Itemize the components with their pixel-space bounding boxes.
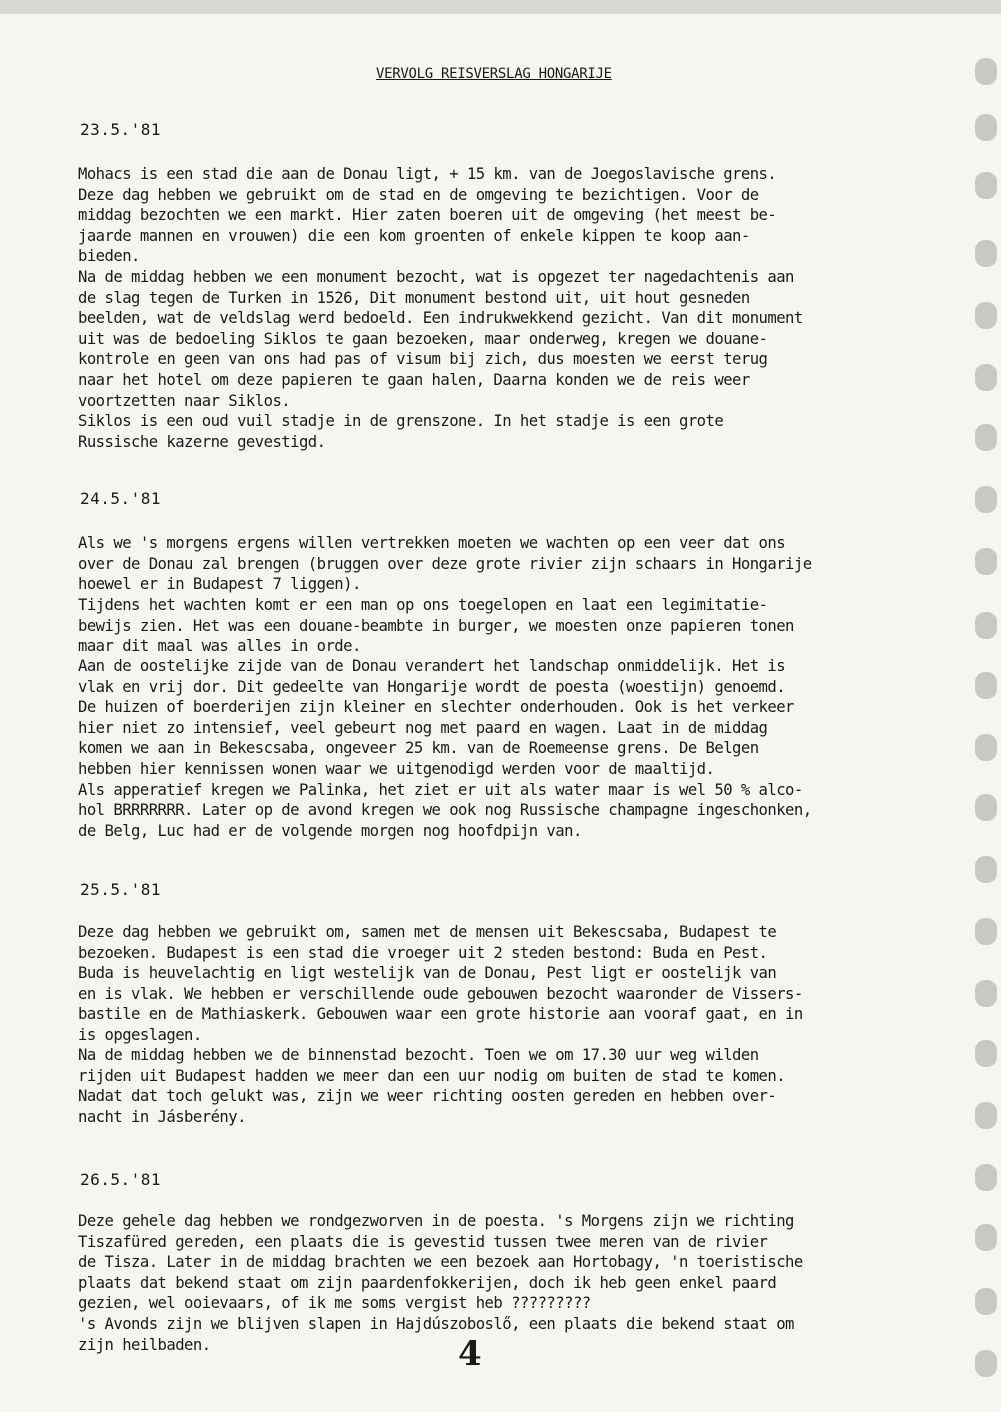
binder-hole [975,1350,997,1377]
binder-hole [975,856,997,883]
binder-hole [975,172,997,199]
text-line: maar dit maal was alles in orde. [78,637,361,656]
text-line: 's Avonds zijn we blijven slapen in Hajdúszoboslő, een plaats die bekend staat om [78,1315,794,1333]
text-line: middag bezochten we een markt. Hier zaten boeren uit de omgeving (het meest be- [78,206,777,225]
paragraph [78,533,918,595]
text-line: en is vlak. We hebben er verschillende oude gebouwen bezocht waaronder de Vissers- [78,984,803,1003]
text-line: hol BRRRRRRR. Later op de avond kregen we ook nog Russische champagne ingeschonken, [78,801,812,820]
text-line: de Tisza. Later in de middag brachten we een bezoek aan Hortobagy, 'n toeristische [78,1253,803,1272]
text-line: de slag tegen de Turken in 1526, Dit monument bestond uit, uit hout gesneden [78,288,750,307]
text-line: is opgeslagen. [78,1025,202,1044]
paragraph [78,1211,918,1314]
binder-hole [975,58,997,85]
text-line: beelden, wat de veldslag werd bedoeld. Een indrukwekkend gezicht. Van dit monument [78,309,803,328]
binder-hole [975,302,997,329]
binder-hole [975,364,997,391]
text-line: Tijdens het wachten komt er een man op ons toegelopen en laat een legimitatie- [78,596,768,614]
document-heading: VERVOLG REISVERSLAG HONGARIJE [376,66,612,82]
text-line: Mohacs is een stad die aan de Donau ligt, + 15 km. van de Joegoslavische grens. [78,165,777,183]
text-line: bieden. [78,247,140,266]
paragraph [78,1314,918,1355]
binder-hole [975,486,997,513]
text-line: vlak en vrij dor. Dit gedeelte van Hongarije wordt de poesta (woestijn) genoemd. [78,677,786,696]
text-line: Nadat dat toch gelukt was, zijn we weer richting oosten gereden en hebben over- [78,1087,777,1106]
text-line: over de Donau zal brengen (bruggen over deze grote rivier zijn schaars in Hongarije [78,554,812,573]
text-line: de Belg, Luc had er de volgende morgen nog hoofdpijn van. [78,821,582,840]
paragraph [78,267,918,411]
binder-hole [975,612,997,639]
paragraph [78,1045,918,1127]
text-line: Deze dag hebben we gebruikt om de stad en de omgeving te bezichtigen. Voor de [78,185,759,204]
text-line: bezoeken. Budapest is een stad die vroeger uit 2 steden bestond: Buda en Pest. [78,943,768,962]
binder-hole [975,240,997,267]
text-line: Als apperatief kregen we Palinka, het ziet er uit als water maar is wel 50 % alco- [78,780,803,799]
text-line: Buda is heuvelachtig en ligt westelijk van de Donau, Pest ligt er oostelijk van [78,964,777,983]
entry-date: 25.5.'81 [80,880,162,899]
binder-hole [975,114,997,141]
entry-date: 26.5.'81 [80,1170,162,1189]
text-line: bastile en de Mathiaskerk. Gebouwen waar een grote historie aan vooraf gaat, en in [78,1005,803,1024]
binder-hole [975,734,997,761]
entry-date: 23.5.'81 [80,120,162,139]
paragraph [78,595,918,657]
entry-date: 24.5.'81 [80,489,162,508]
binder-holes [965,0,999,1412]
binder-hole [975,1102,997,1129]
paragraph [78,656,918,841]
binder-hole [975,1164,997,1191]
text-line: zijn heilbaden. [78,1335,211,1354]
text-line: nacht in Jásberény. [78,1107,246,1126]
scan-edge [0,0,1001,14]
text-line: gezien, wel ooievaars, of ik me soms vergist heb ????????? [78,1294,591,1313]
text-line: Als we 's morgens ergens willen vertrekken moeten we wachten op een veer dat ons [78,534,786,552]
binder-hole [975,424,997,451]
binder-hole [975,1288,997,1315]
text-line: kontrole en geen van ons had pas of visum bij zich, dus moesten we eerst terug [78,350,768,369]
text-line: Siklos is een oud vuil stadje in de grenszone. In het stadje is een grote [78,412,724,430]
text-line: Deze dag hebben we gebruikt om, samen met de mensen uit Bekescsaba, Budapest te [78,923,777,941]
text-line: hier niet zo intensief, veel gebeurt nog met paard en wagen. Laat in de middag [78,718,768,737]
text-line: voortzetten naar Siklos. [78,391,291,410]
text-line: uit was de bedoeling Siklos te gaan bezoeken, maar onderweg, kregen we douane- [78,329,768,348]
text-line: hoewel er in Budapest 7 liggen). [78,575,361,594]
text-line: rijden uit Budapest hadden we meer dan een uur nodig om buiten de stad te komen. [78,1066,786,1085]
text-line: naar het hotel om deze papieren te gaan halen, Daarna konden we de reis weer [78,370,750,389]
text-line: Na de middag hebben we de binnenstad bezocht. Toen we om 17.30 uur weg wilden [78,1046,759,1064]
binder-hole [975,1224,997,1251]
text-line: Russische kazerne gevestigd. [78,432,326,451]
binder-hole [975,794,997,821]
binder-hole [975,980,997,1007]
text-line: komen we aan in Bekescsaba, ongeveer 25 km. van de Roemeense grens. De Belgen [78,739,759,758]
binder-hole [975,548,997,575]
text-line: Na de middag hebben we een monument bezocht, wat is opgezet ter nagedachtenis aan [78,268,794,286]
text-line: plaats dat bekend staat om zijn paardenfokkerijen, doch ik heb geen enkel paard [78,1273,777,1292]
paragraph [78,922,918,1046]
text-line: Deze gehele dag hebben we rondgezworven in de poesta. 's Morgens zijn we richting [78,1212,794,1230]
binder-hole [975,672,997,699]
binder-hole [975,918,997,945]
text-line: bewijs zien. Het was een douane-beambte in burger, we moesten onze papieren tonen [78,616,794,635]
paragraph [78,164,918,267]
text-line: hebben hier kennissen wonen waar we uitgenodigd werden voor de maaltijd. [78,759,715,778]
text-line: Aan de oostelijke zijde van de Donau verandert het landschap onmiddelijk. Het is [78,657,786,675]
page-number: 4 [458,1334,482,1374]
paragraph [78,411,918,452]
text-line: jaarde mannen en vrouwen) die een kom groenten of enkele kippen te koop aan- [78,226,750,245]
text-line: De huizen of boerderijen zijn kleiner en slechter onderhouden. Ook is het verkeer [78,698,794,717]
text-line: Tiszafüred gereden, een plaats die is gevestid tussen twee meren van de rivier [78,1232,768,1251]
binder-hole [975,1040,997,1067]
